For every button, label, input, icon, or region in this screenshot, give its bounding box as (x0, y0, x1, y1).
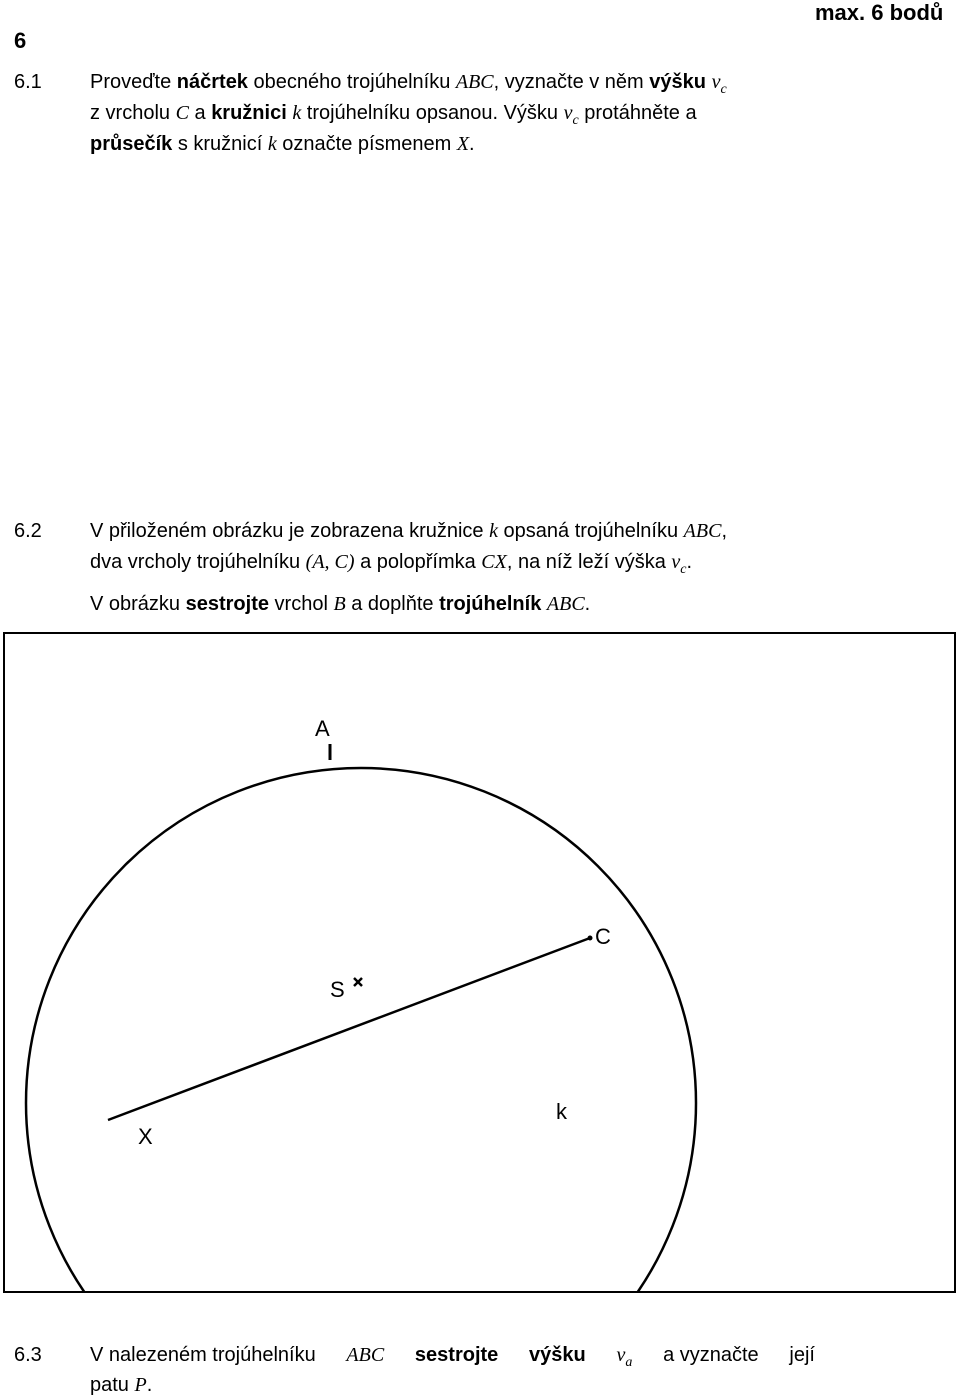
label-c: C (595, 924, 611, 949)
task-6-2-line-3: V obrázku sestrojte vrchol B a doplňte trojúhelník ABC. (90, 593, 591, 615)
task-6-2-line-2: dva vrcholy trojúhelníku (A, C) a polopřímka CX, na níž leží výška $v_c$. (90, 551, 693, 577)
task-6-1-line-2: z vrcholu C a kružnici k trojúhelníku opsanou. Výšku $v_c$ protáhněte a (90, 102, 697, 128)
task-6-3-number: 6.3 (14, 1344, 42, 1366)
center-s-cross-icon (354, 978, 362, 986)
ray-cx (108, 938, 590, 1120)
circumcircle-k (26, 768, 696, 1291)
label-x: X (138, 1124, 153, 1149)
max-points: max. 6 bodů (815, 0, 944, 25)
task-6-1-line-1: Proveďte náčrtek obecného trojúhelníku ABC, vyznačte v něm výšku $v_c$ (90, 71, 727, 97)
figure-box (3, 632, 956, 1293)
task-6-3-line-2: patu P. (90, 1374, 153, 1396)
task-6-3-line-1: V nalezeném trojúhelníku ABC sestrojte výšku $v_a$ a vyznačte její (90, 1344, 815, 1370)
label-a: A (315, 716, 330, 741)
task-number: 6 (14, 28, 27, 53)
vertex-c-point (588, 936, 593, 941)
construction-figure (5, 634, 954, 1291)
label-s: S (330, 977, 345, 1002)
task-6-1-number: 6.1 (14, 71, 42, 93)
task-6-1-line-3: průsečík s kružnicí k označte písmenem X. (90, 133, 475, 155)
task-6-2-number: 6.2 (14, 520, 42, 542)
task-6-2-line-1: V přiloženém obrázku je zobrazena kružnice k opsaná trojúhelníku ABC, (90, 520, 728, 542)
label-k: k (556, 1099, 567, 1124)
